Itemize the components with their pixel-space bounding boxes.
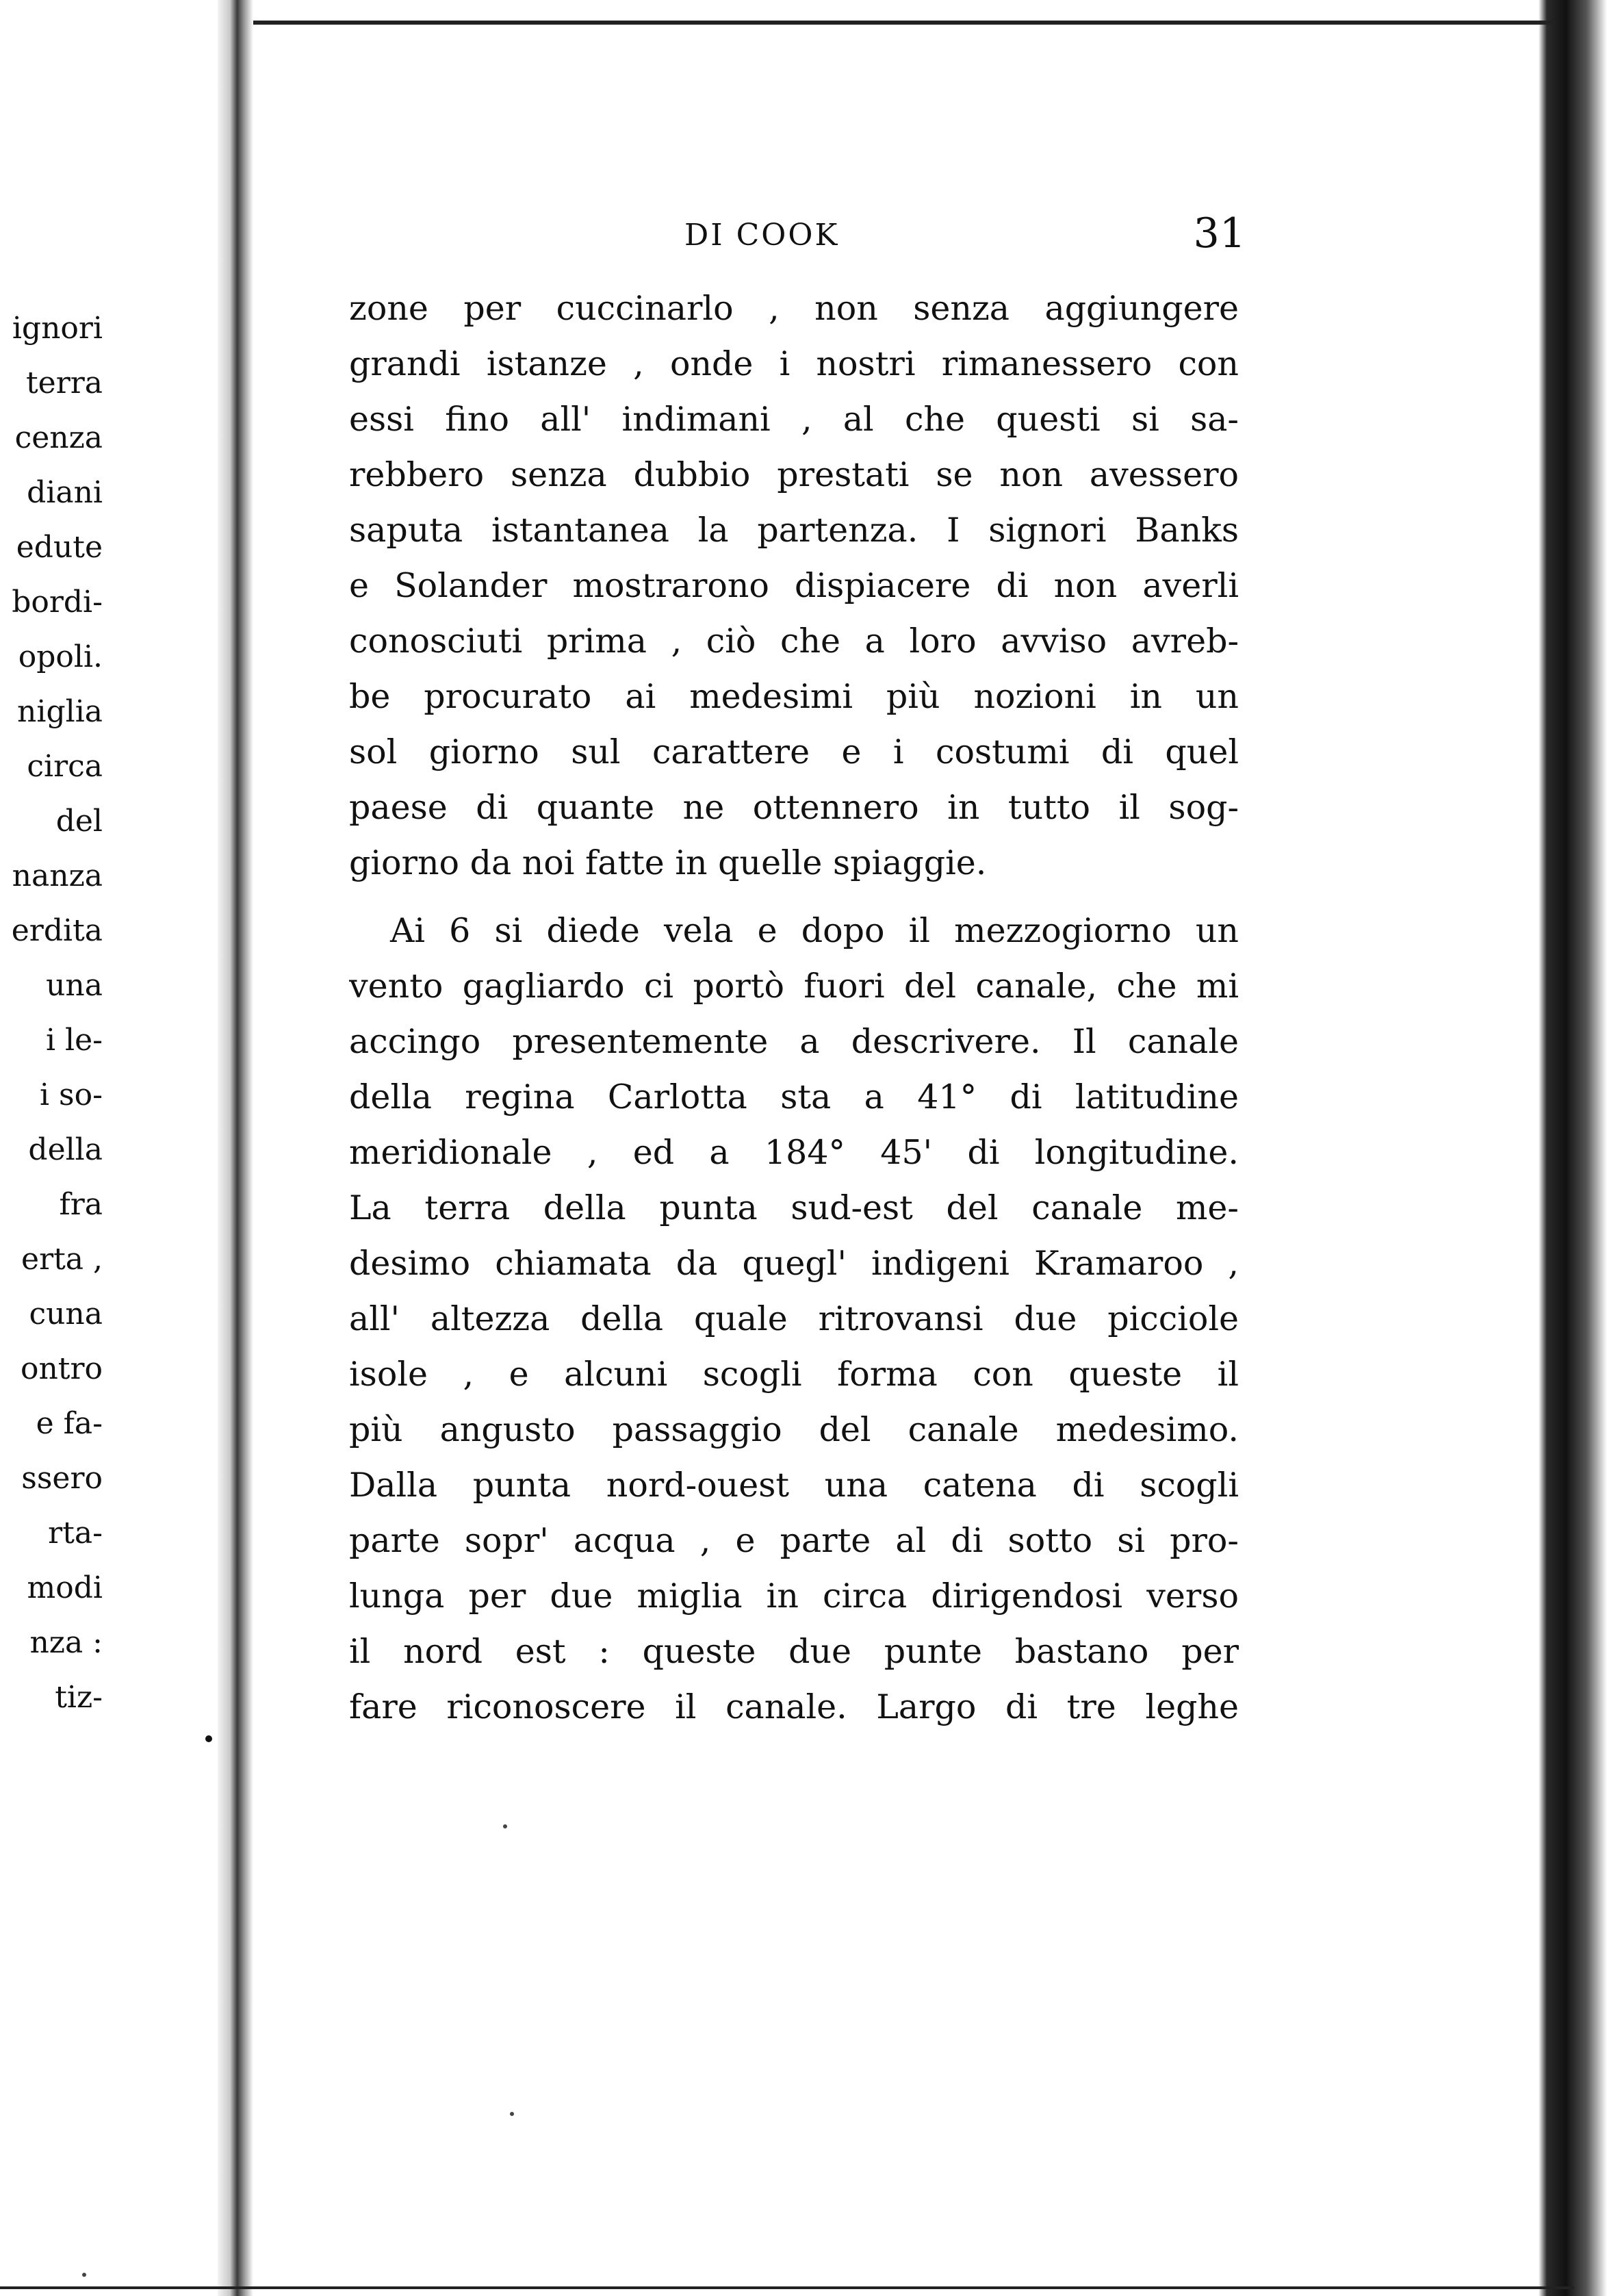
left-page-fragment: cuna [29,1297,103,1331]
left-page-fragment: del [55,804,103,839]
scan-bottom-border [0,2286,1574,2289]
text-line: conosciuti prima , ciò che a loro avviso avreb- [349,622,1239,661]
left-page-fragment: tiz- [55,1680,103,1715]
text-line: essi fino all' indimani , al che questi si sa- [349,400,1239,439]
page-number: 31 [1193,209,1246,257]
left-page-fragment: ontro [20,1351,103,1386]
text-line: paese di quante ne ottennero in tutto il sog- [349,788,1239,827]
text-line: meridionale , ed a 184° 45' di longitudine. [349,1133,1239,1172]
left-page-fragment: rta- [48,1516,103,1551]
text-line: vento gagliardo ci portò fuori del canale, che mi [349,967,1239,1006]
left-page-fragment: modi [27,1570,103,1605]
text-line: giorno da noi fatte in quelle spiaggie. [349,843,987,882]
left-page-fragment: edute [16,530,103,565]
running-head [349,205,1246,267]
text-line: saputa istantanea la partenza. I signori Banks [349,511,1239,550]
text-line: parte sopr' acqua , e parte al di sotto si pro- [349,1521,1239,1560]
text-line: accingo presentemente a descrivere. Il canale [349,1022,1239,1061]
left-page-fragment: terra [25,366,103,400]
text-line: fare riconoscere il canale. Largo di tre leghe [349,1687,1239,1726]
left-page-fragment: i so- [40,1077,103,1112]
text-line: be procurato ai medesimi più nozioni in un [349,677,1239,716]
left-page-fragment: della [28,1132,103,1167]
left-page-fragment: erta , [21,1242,103,1277]
speck [510,2112,514,2116]
left-page-fragments [0,301,103,1725]
left-page-fragment: diani [27,475,103,510]
running-head-title: DI COOK [684,218,840,253]
speck [82,2273,86,2277]
ink-dot [205,1735,212,1742]
left-page-fragment: opoli. [18,639,103,674]
left-page-fragment: ignori [12,311,103,346]
paragraph-first-line: Ai 6 si diede vela e dopo il mezzogiorno un [390,911,1239,950]
left-page-fragment: erdita [11,913,103,948]
text-line: il nord est : queste due punte bastano per [349,1632,1239,1671]
scan-top-border [253,21,1554,25]
text-line: lunga per due miglia in circa dirigendosi verso [349,1577,1239,1616]
text-line: La terra della punta sud-est del canale me- [349,1188,1239,1227]
page-edge-shadow [1539,0,1607,2296]
text-line: all' altezza della quale ritrovansi due picciole [349,1299,1239,1338]
left-page-fragment: nanza [12,858,103,893]
text-line: grandi istanze , onde i nostri rimanessero con [349,344,1239,383]
left-page-fragment: circa [27,749,103,784]
left-page-fragment: cenza [14,420,103,455]
text-line: sol giorno sul carattere e i costumi di quel [349,732,1239,771]
left-page-fragment: nza : [29,1625,103,1660]
text-line: più angusto passaggio del canale medesimo. [349,1410,1239,1449]
left-page-fragment: e fa- [36,1406,103,1441]
speck [503,1824,507,1828]
text-line: e Solander mostrarono dispiacere di non averli [349,566,1239,605]
left-page-fragment: una [46,968,103,1003]
text-line: isole , e alcuni scogli forma con queste il [349,1355,1239,1394]
text-line: Dalla punta nord-ouest una catena di scogli [349,1466,1239,1505]
left-page-fragment: niglia [17,694,103,729]
left-page-fragment: bordi- [12,585,103,620]
text-line: zone per cuccinarlo , non senza aggiungere [349,289,1239,328]
left-page-fragment: i le- [45,1023,103,1058]
text-line: desimo chiamata da quegl' indigeni Kramaroo , [349,1244,1239,1283]
text-line: rebbero senza dubbio prestati se non avessero [349,455,1239,494]
body-text [349,281,1239,1735]
left-page-fragment: fra [59,1187,103,1222]
book-gutter [218,0,253,2296]
left-page-fragment: ssero [21,1461,103,1496]
text-line: della regina Carlotta sta a 41° di latitudine [349,1077,1239,1117]
